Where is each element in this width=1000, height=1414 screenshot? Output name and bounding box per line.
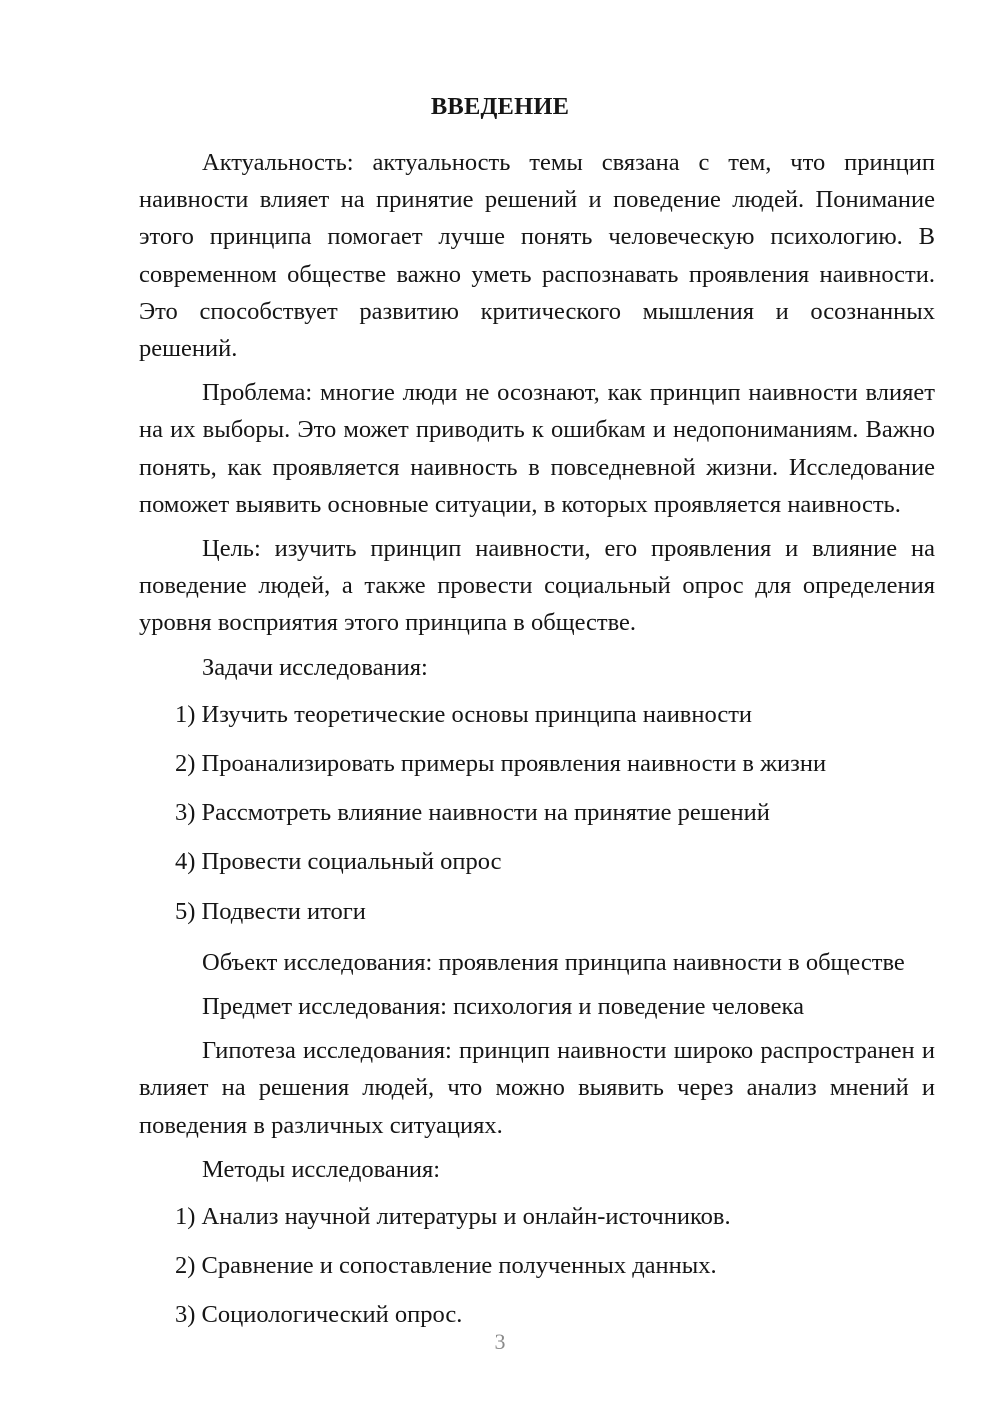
list-item: 3) Рассмотреть влияние наивности на принятие решений (175, 799, 770, 827)
list-item: 2) Сравнение и сопоставление полученных данных. (175, 1252, 717, 1280)
list-item: 2) Проанализировать примеры проявления наивности в жизни (175, 750, 827, 778)
object-line: Объект исследования: проявления принципа наивности в обществе (202, 948, 905, 976)
methods-list (139, 1198, 935, 1334)
list-item: 1) Анализ научной литературы и онлайн-источников. (175, 1203, 731, 1231)
document-body (139, 144, 935, 1334)
list-item: 4) Провести социальный опрос (175, 848, 502, 876)
subject-line: Предмет исследования: психология и поведение человека (202, 993, 804, 1021)
tasks-list (139, 696, 935, 930)
page-number: 3 (494, 1329, 506, 1354)
page-title: ВВЕДЕНИЕ (430, 93, 570, 120)
list-item: 3) Социологический опрос. (175, 1301, 463, 1329)
list-item: 5) Подвести итоги (175, 897, 366, 925)
paragraph-problem: Проблема: многие люди не осознают, как принцип наивности влияет на их выборы. Это может приводить к ошибкам и недопониманиям. Важно понять, как проявляется наивность в повседневной жизни. Исследование поможет выявить основные ситуации, в которых проявляется наивность. (139, 379, 935, 518)
spacer (139, 930, 935, 944)
tasks-heading: Задачи исследования: (202, 653, 428, 681)
paragraph-goal: Цель: изучить принцип наивности, его проявления и влияние на поведение людей, а также провести социальный опрос для определения уровня восприятия этого принципа в обществе. (139, 535, 935, 637)
paragraph-relevance: Актуальность: актуальность темы связана с тем, что принцип наивности влияет на принятие решений и поведение людей. Понимание этого принципа помогает лучше понять человеческую психологию. В современном обществе важно уметь распознавать проявления наивности. Это способствует развитию критического мышления и осознанных решений. (139, 149, 935, 363)
methods-heading: Методы исследования: (202, 1155, 441, 1183)
paragraph-hypothesis: Гипотеза исследования: принцип наивности широко распространен и влияет на решения людей, что можно выявить через анализ мнений и поведения в различных ситуациях. (139, 1037, 935, 1139)
list-item: 1) Изучить теоретические основы принципа наивности (175, 700, 753, 728)
